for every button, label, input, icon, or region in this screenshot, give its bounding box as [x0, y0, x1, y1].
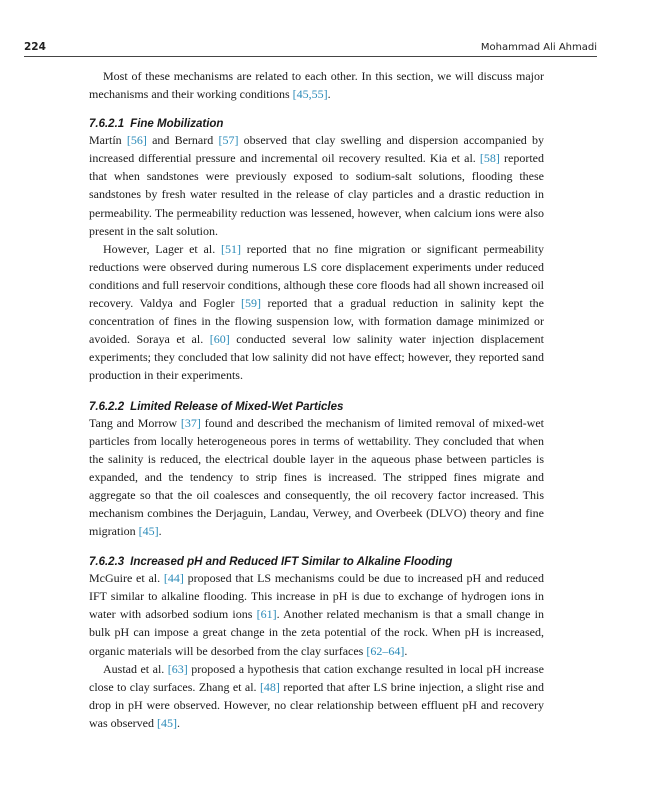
text-run: . — [176, 715, 180, 730]
text-run: reported that when sandstones were previously exposed to sodium-salt solutions, flooding these sandstones by fresh water resulted in the release of clay particles and a drastic reduction in permeability. The permeability reduction was lessened, however, when calcium ions were also present in the salt solution. — [89, 151, 545, 238]
citation-link[interactable]: [62–64] — [366, 643, 405, 658]
text-run: Austad et al. — [103, 661, 168, 676]
text-run: conducted several low salinity water injection displacement experiments; they concluded that low salinity did not have effect; however, they reported sand production in their experiments. — [89, 332, 544, 383]
running-header — [24, 41, 597, 53]
text-run: proposed that LS mechanisms could be due to increased pH and reduced IFT similar to alkaline flooding. This increase in pH is due to exchange of hydrogen ions in water with adsorbed sodium ions — [89, 571, 545, 622]
citation-link[interactable]: [37] — [180, 415, 201, 430]
text-run: observed that clay swelling and dispersion accompanied by increased differential pressure and incremental oil recovery resulted. Kia et al. — [89, 133, 545, 166]
paragraph — [89, 131, 544, 240]
citation-link[interactable]: [63] — [167, 661, 188, 676]
text-run: . — [158, 524, 162, 539]
text-run: found and described the mechanism of limited removal of mixed-wet particles from locally heterogeneous pores in terms of wettability. They concluded that when the salinity is reduced, the electrical double layer in the aqueous phase between particles is expanded, and the tendency to strip fines is increased. The stripped fines migrate and aggregate so that the oil coalesces and consequently, the oil recovery factor increased. This mechanism combines the Derjaguin, Landau, Verwey, and Overbeek (DLVO) theory and fine migration — [89, 415, 545, 539]
text-run: reported that no fine migration or significant permeability reductions were observed during numerous LS core displacement experiments under reduced conditions and full reservoir conditions, although these core floods had all shown increased oil recovery. Valdya and Fogler — [89, 241, 544, 311]
citation-link[interactable]: [57] — [218, 133, 239, 148]
citation-link[interactable]: [51] — [221, 241, 241, 256]
text-run: Most of these mechanisms are related to each other. In this section, we will discuss major mechanisms and their working conditions — [89, 69, 544, 102]
citation-link[interactable]: [60] — [209, 332, 230, 347]
section-number: 7.6.2.3 — [89, 556, 125, 569]
section-title: Limited Release of Mixed-Wet Particles — [130, 400, 344, 413]
page-number: 224 — [24, 41, 46, 53]
text-run: However, Lager et al. — [103, 241, 221, 256]
text-run: reported that a gradual reduction in salinity kept the concentration of fines in the flowing suspension low, with formation damage minimized or avoided. Soraya et al. — [89, 296, 545, 347]
citation-link[interactable]: [44] — [163, 571, 184, 586]
paragraph — [89, 414, 544, 541]
section-heading-mixed-wet-particles — [89, 401, 544, 413]
text-run: and Bernard — [146, 133, 219, 148]
text-run: . — [404, 643, 408, 658]
citation-link[interactable]: [45] — [138, 524, 159, 539]
header-rule — [24, 56, 597, 57]
citation-link[interactable]: [45,55] — [292, 87, 328, 102]
section-heading-increased-ph — [89, 556, 544, 568]
section-number: 7.6.2.2 — [89, 400, 125, 413]
section-heading-fine-mobilization — [89, 118, 544, 130]
body-text — [89, 67, 544, 732]
citation-link[interactable]: [61] — [256, 607, 277, 622]
paragraph — [89, 660, 544, 732]
citation-link[interactable]: [48] — [259, 679, 280, 694]
text-run: . — [327, 87, 331, 102]
paragraph — [89, 569, 544, 659]
citation-link[interactable]: [59] — [240, 296, 261, 311]
citation-link[interactable]: [45] — [156, 715, 177, 730]
text-run: . Another related mechanism is that a small change in bulk pH can impose a great change in the zeta potential of the rock. When pH is increased, organic materials will be desorbed from the clay surfaces — [89, 607, 544, 658]
text-run: reported that after LS brine injection, a slight rise and drop in pH were observed. However, no clear relationship between effluent pH and recovery was observed — [89, 679, 545, 730]
text-run: Tang and Morrow — [89, 415, 181, 430]
section-title: Increased pH and Reduced IFT Similar to Alkaline Flooding — [130, 556, 453, 569]
citation-link[interactable]: [58] — [479, 151, 500, 166]
text-run: proposed a hypothesis that cation exchange resulted in local pH increase close to clay surfaces. Zhang et al. — [89, 661, 544, 694]
citation-link[interactable]: [56] — [126, 133, 147, 148]
section-title: Fine Mobilization — [130, 118, 224, 131]
intro-paragraph — [89, 67, 544, 103]
text-run: McGuire et al. — [89, 571, 164, 586]
section-number: 7.6.2.1 — [89, 118, 125, 131]
running-author: Mohammad Ali Ahmadi — [480, 42, 597, 53]
text-run: Martín — [89, 133, 127, 148]
paragraph — [89, 240, 544, 385]
